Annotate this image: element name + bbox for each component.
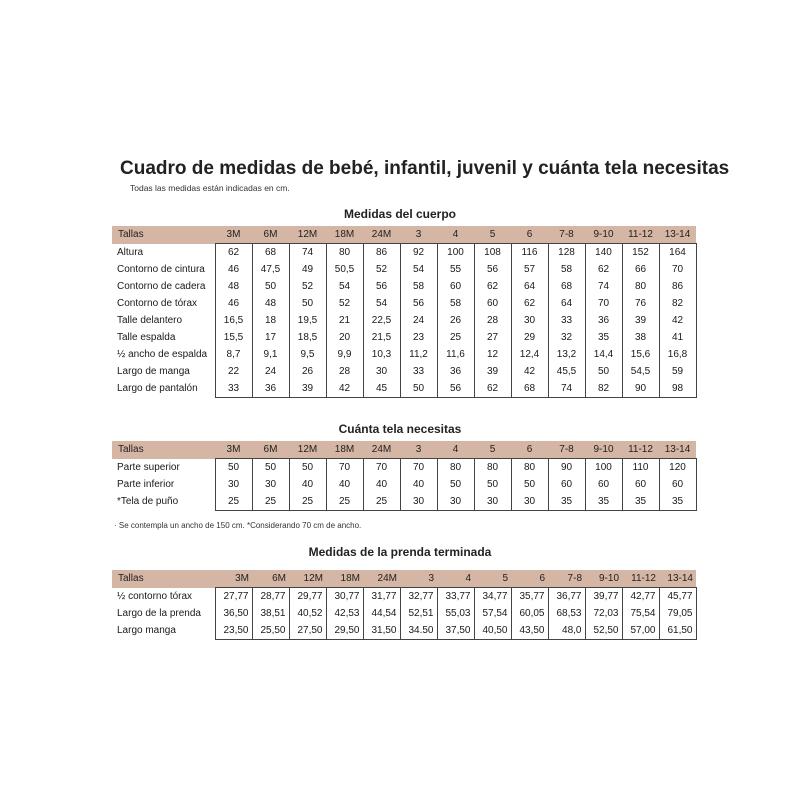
table-cell: 68 [548, 278, 585, 295]
table-row [112, 588, 696, 606]
row-label: ½ contorno tórax [117, 590, 193, 602]
fabric-note: · Se contempla un ancho de 150 cm. *Considerando 70 cm de ancho. [114, 521, 362, 530]
header-row [112, 441, 696, 459]
table-cell: 28,77 [252, 588, 289, 606]
column-header-size: 24M [363, 441, 400, 459]
column-header-size: 3M [215, 226, 252, 244]
column-header-size: 11-12 [622, 570, 659, 588]
table-cell: 74 [585, 278, 622, 295]
table-cell: 56 [363, 278, 400, 295]
table-cell: 152 [622, 244, 659, 262]
document-subtitle: Todas las medidas están indicadas en cm. [130, 183, 290, 193]
table-cell: 40 [400, 476, 437, 493]
table-row [112, 380, 696, 398]
column-header-size: 6 [511, 226, 548, 244]
row-label: *Tela de puño [117, 496, 179, 508]
table-cell: 23,50 [215, 622, 252, 640]
table-cell: 30 [511, 312, 548, 329]
table-cell: 36,50 [215, 605, 252, 622]
table-cell: 13,2 [548, 346, 585, 363]
table-cell: 22,5 [363, 312, 400, 329]
table-cell: 39,77 [585, 588, 622, 606]
table-cell: 18 [252, 312, 289, 329]
table-cell: 90 [622, 380, 659, 398]
table-cell: 45,77 [659, 588, 696, 606]
table-row [112, 261, 696, 278]
table-cell: 68,53 [548, 605, 585, 622]
table-cell: 30 [215, 476, 252, 493]
table-cell: 74 [548, 380, 585, 398]
table-cell: 40,50 [474, 622, 511, 640]
row-label: Parte superior [117, 461, 180, 473]
table-cell: 39 [622, 312, 659, 329]
table-cell: 57 [511, 261, 548, 278]
table-cell: 30 [511, 493, 548, 511]
table-cell: 80 [474, 459, 511, 477]
column-header-size: 4 [437, 226, 474, 244]
column-header-size: 4 [437, 441, 474, 459]
table-cell: 50 [437, 476, 474, 493]
table-row [112, 622, 696, 640]
table-cell: 50 [474, 476, 511, 493]
table-cell: 28 [474, 312, 511, 329]
table-cell: 108 [474, 244, 511, 262]
table-cell: 35 [548, 493, 585, 511]
table-cell: 33 [548, 312, 585, 329]
table-cell: 50 [511, 476, 548, 493]
table-cell: 48 [215, 278, 252, 295]
table-cell: 26 [437, 312, 474, 329]
table-cell: 14,4 [585, 346, 622, 363]
column-header-label: Tallas [112, 570, 215, 588]
column-header-size: 18M [326, 570, 363, 588]
column-header-size: 18M [326, 226, 363, 244]
row-label: Largo de la prenda [117, 608, 201, 619]
table-cell: 37,50 [437, 622, 474, 640]
table-cell: 30 [474, 493, 511, 511]
table-cell: 25 [437, 329, 474, 346]
column-header-size: 5 [474, 570, 511, 588]
table-cell: 38 [622, 329, 659, 346]
fabric-needed-heading: Cuánta tela necesitas [338, 422, 462, 436]
table-cell: 60 [659, 476, 696, 493]
table-cell: 60 [548, 476, 585, 493]
column-header-size: 7-8 [548, 226, 585, 244]
table-cell: 16,5 [215, 312, 252, 329]
table-cell: 33 [215, 380, 252, 398]
row-label: Largo de manga [117, 366, 190, 377]
table-cell: 43,50 [511, 622, 548, 640]
table-cell: 24 [252, 363, 289, 380]
table-cell: 70 [326, 459, 363, 477]
table-cell: 50 [289, 459, 326, 477]
table-cell: 27 [474, 329, 511, 346]
table-row [112, 605, 696, 622]
table-row [112, 312, 696, 329]
row-label: Contorno de cadera [117, 281, 206, 292]
table-cell: 24 [400, 312, 437, 329]
column-header-size: 12M [289, 570, 326, 588]
table-row [112, 278, 696, 295]
body-measurements-table [112, 226, 697, 398]
table-cell: 72,03 [585, 605, 622, 622]
column-header-size: 6M [252, 226, 289, 244]
column-header-size: 3M [215, 570, 252, 588]
table-cell: 32,77 [400, 588, 437, 606]
table-cell: 80 [326, 244, 363, 262]
table-cell: 50 [585, 363, 622, 380]
table-cell: 110 [622, 459, 659, 477]
table-cell: 56 [400, 295, 437, 312]
column-header-size: 24M [363, 226, 400, 244]
table-row [112, 459, 696, 477]
table-row [112, 329, 696, 346]
table-cell: 56 [437, 380, 474, 398]
table-cell: 9,1 [252, 346, 289, 363]
table-cell: 57,00 [622, 622, 659, 640]
table-cell: 36 [252, 380, 289, 398]
row-label: Altura [117, 246, 144, 258]
table-cell: 80 [511, 459, 548, 477]
table-cell: 50 [252, 459, 289, 477]
table-cell: 52 [289, 278, 326, 295]
table-cell: 25 [215, 493, 252, 511]
table-cell: 76 [622, 295, 659, 312]
table-cell: 120 [659, 459, 696, 477]
column-header-size: 7-8 [548, 441, 585, 459]
table-cell: 55,03 [437, 605, 474, 622]
table-cell: 60 [585, 476, 622, 493]
table-cell: 90 [548, 459, 585, 477]
column-header-size: 13-14 [659, 226, 696, 244]
table-cell: 30 [437, 493, 474, 511]
table-cell: 31,50 [363, 622, 400, 640]
table-cell: 31,77 [363, 588, 400, 606]
table-cell: 15,5 [215, 329, 252, 346]
column-header-size: 9-10 [585, 226, 622, 244]
table-cell: 62 [585, 261, 622, 278]
table-cell: 58 [437, 295, 474, 312]
table-cell: 11,6 [437, 346, 474, 363]
table-cell: 74 [289, 244, 326, 262]
table-cell: 62 [474, 278, 511, 295]
column-header-size: 6M [252, 570, 289, 588]
table-cell: 128 [548, 244, 585, 262]
table-cell: 35 [659, 493, 696, 511]
table-cell: 70 [363, 459, 400, 477]
table-cell: 42,53 [326, 605, 363, 622]
table-cell: 22 [215, 363, 252, 380]
table-cell: 34,77 [474, 588, 511, 606]
column-header-size: 6 [511, 570, 548, 588]
table-cell: 49 [289, 261, 326, 278]
column-header-size: 3M [215, 441, 252, 459]
table-cell: 35 [585, 493, 622, 511]
column-header-size: 18M [326, 441, 363, 459]
table-cell: 25 [326, 493, 363, 511]
table-cell: 42 [659, 312, 696, 329]
column-header-size: 24M [363, 570, 400, 588]
row-label: Largo manga [117, 625, 176, 637]
table-cell: 28 [326, 363, 363, 380]
table-cell: 29,50 [326, 622, 363, 640]
column-header-size: 12M [289, 441, 326, 459]
row-label: Contorno de cintura [117, 264, 205, 275]
table-cell: 34.50 [400, 622, 437, 640]
table-cell: 41 [659, 329, 696, 346]
row-label: ½ ancho de espalda [117, 349, 208, 360]
column-header-size: 3 [400, 441, 437, 459]
table-cell: 46 [215, 295, 252, 312]
table-cell: 12 [474, 346, 511, 363]
table-cell: 100 [585, 459, 622, 477]
table-cell: 70 [659, 261, 696, 278]
table-cell: 59 [659, 363, 696, 380]
table-cell: 36,77 [548, 588, 585, 606]
table-cell: 19,5 [289, 312, 326, 329]
column-header-size: 11-12 [622, 226, 659, 244]
row-label: Largo de pantalón [117, 383, 198, 395]
table-cell: 48 [252, 295, 289, 312]
table-cell: 9,9 [326, 346, 363, 363]
table-cell: 26 [289, 363, 326, 380]
table-cell: 116 [511, 244, 548, 262]
table-cell: 15,6 [622, 346, 659, 363]
table-cell: 17 [252, 329, 289, 346]
column-header-size: 6M [252, 441, 289, 459]
table-cell: 54 [363, 295, 400, 312]
table-cell: 60 [437, 278, 474, 295]
table-cell: 54 [400, 261, 437, 278]
table-cell: 40 [363, 476, 400, 493]
table-cell: 80 [622, 278, 659, 295]
table-cell: 52,50 [585, 622, 622, 640]
column-header-label: Tallas [112, 226, 215, 244]
table-cell: 9,5 [289, 346, 326, 363]
table-cell: 60 [622, 476, 659, 493]
table-cell: 35 [622, 493, 659, 511]
fabric-needed-table [112, 441, 697, 511]
finished-garment-table [112, 570, 697, 640]
table-cell: 66 [622, 261, 659, 278]
table-row [112, 476, 696, 493]
table-cell: 58 [400, 278, 437, 295]
table-cell: 8,7 [215, 346, 252, 363]
table-cell: 25 [363, 493, 400, 511]
column-header-size: 4 [437, 570, 474, 588]
table-cell: 25 [252, 493, 289, 511]
table-cell: 44,54 [363, 605, 400, 622]
table-cell: 57,54 [474, 605, 511, 622]
column-header-size: 9-10 [585, 441, 622, 459]
table-cell: 36 [585, 312, 622, 329]
row-label: Contorno de tórax [117, 298, 198, 309]
table-cell: 46 [215, 261, 252, 278]
table-cell: 45,5 [548, 363, 585, 380]
table-row [112, 363, 696, 380]
column-header-size: 9-10 [585, 570, 622, 588]
table-cell: 20 [326, 329, 363, 346]
document-title: Cuadro de medidas de bebé, infantil, juvenil y cuánta tela necesitas [120, 158, 730, 179]
table-cell: 82 [585, 380, 622, 398]
body-measurements-heading: Medidas del cuerpo [343, 207, 457, 221]
table-cell: 64 [548, 295, 585, 312]
header-row [112, 570, 696, 588]
column-header-size: 6 [511, 441, 548, 459]
table-cell: 52,51 [400, 605, 437, 622]
table-cell: 48,0 [548, 622, 585, 640]
table-cell: 39 [474, 363, 511, 380]
table-row [112, 295, 696, 312]
table-row [112, 493, 696, 511]
row-label: Talle espalda [117, 332, 176, 343]
table-cell: 27,50 [289, 622, 326, 640]
table-cell: 100 [437, 244, 474, 262]
table-cell: 29 [511, 329, 548, 346]
table-cell: 86 [363, 244, 400, 262]
table-cell: 39 [289, 380, 326, 398]
table-cell: 32 [548, 329, 585, 346]
table-cell: 18,5 [289, 329, 326, 346]
table-cell: 140 [585, 244, 622, 262]
table-cell: 164 [659, 244, 696, 262]
table-cell: 21 [326, 312, 363, 329]
header-row [112, 226, 696, 244]
table-cell: 64 [511, 278, 548, 295]
column-header-size: 13-14 [659, 570, 696, 588]
table-cell: 12,4 [511, 346, 548, 363]
table-cell: 23 [400, 329, 437, 346]
table-cell: 58 [548, 261, 585, 278]
table-cell: 29,77 [289, 588, 326, 606]
column-header-size: 5 [474, 226, 511, 244]
table-row [112, 244, 696, 262]
column-header-label: Tallas [112, 441, 215, 459]
table-cell: 27,77 [215, 588, 252, 606]
table-cell: 86 [659, 278, 696, 295]
table-cell: 62 [511, 295, 548, 312]
table-cell: 42,77 [622, 588, 659, 606]
row-label: Talle delantero [117, 315, 183, 326]
table-cell: 80 [437, 459, 474, 477]
table-cell: 40,52 [289, 605, 326, 622]
finished-garment-heading: Medidas de la prenda terminada [308, 545, 492, 559]
table-cell: 30,77 [326, 588, 363, 606]
table-cell: 35 [585, 329, 622, 346]
table-cell: 56 [474, 261, 511, 278]
table-cell: 25 [289, 493, 326, 511]
column-header-size: 5 [474, 441, 511, 459]
table-cell: 62 [474, 380, 511, 398]
table-cell: 40 [289, 476, 326, 493]
column-header-size: 13-14 [659, 441, 696, 459]
table-cell: 52 [363, 261, 400, 278]
table-cell: 79,05 [659, 605, 696, 622]
table-cell: 75,54 [622, 605, 659, 622]
table-cell: 50 [400, 380, 437, 398]
table-cell: 62 [215, 244, 252, 262]
table-cell: 70 [585, 295, 622, 312]
table-row [112, 346, 696, 363]
table-cell: 11,2 [400, 346, 437, 363]
table-cell: 54 [326, 278, 363, 295]
row-label: Parte inferior [117, 479, 175, 490]
table-cell: 16,8 [659, 346, 696, 363]
table-cell: 50 [215, 459, 252, 477]
table-cell: 47,5 [252, 261, 289, 278]
table-cell: 45 [363, 380, 400, 398]
table-cell: 70 [400, 459, 437, 477]
column-header-size: 3 [400, 570, 437, 588]
table-cell: 30 [252, 476, 289, 493]
table-cell: 38,51 [252, 605, 289, 622]
table-cell: 10,3 [363, 346, 400, 363]
table-cell: 21,5 [363, 329, 400, 346]
table-cell: 98 [659, 380, 696, 398]
table-cell: 54,5 [622, 363, 659, 380]
table-cell: 68 [511, 380, 548, 398]
table-cell: 42 [511, 363, 548, 380]
column-header-size: 3 [400, 226, 437, 244]
table-cell: 68 [252, 244, 289, 262]
table-cell: 30 [363, 363, 400, 380]
table-cell: 50 [289, 295, 326, 312]
table-cell: 42 [326, 380, 363, 398]
column-header-size: 7-8 [548, 570, 585, 588]
table-cell: 55 [437, 261, 474, 278]
table-cell: 25,50 [252, 622, 289, 640]
table-cell: 40 [326, 476, 363, 493]
table-cell: 35,77 [511, 588, 548, 606]
table-cell: 61,50 [659, 622, 696, 640]
table-cell: 36 [437, 363, 474, 380]
table-cell: 30 [400, 493, 437, 511]
table-cell: 50 [252, 278, 289, 295]
table-cell: 92 [400, 244, 437, 262]
table-cell: 50,5 [326, 261, 363, 278]
table-cell: 82 [659, 295, 696, 312]
table-cell: 52 [326, 295, 363, 312]
table-cell: 33,77 [437, 588, 474, 606]
column-header-size: 12M [289, 226, 326, 244]
column-header-size: 11-12 [622, 441, 659, 459]
table-cell: 60,05 [511, 605, 548, 622]
table-cell: 33 [400, 363, 437, 380]
table-cell: 60 [474, 295, 511, 312]
